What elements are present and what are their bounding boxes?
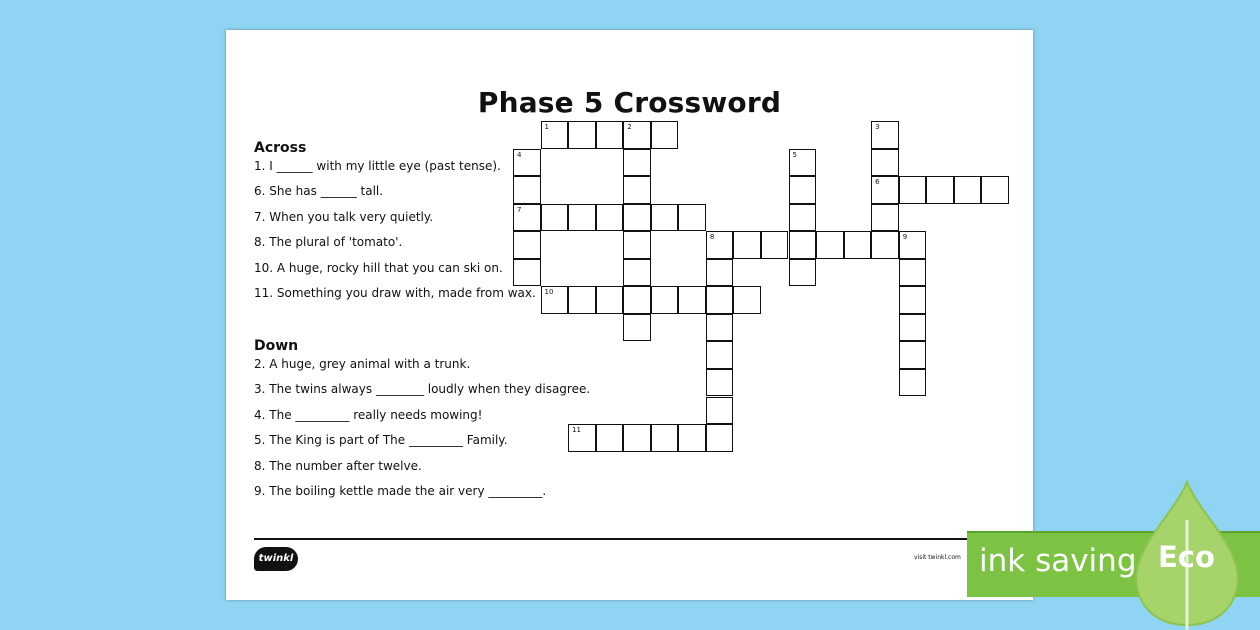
crossword-cell: [513, 149, 541, 177]
down-clue-9: 9. The boiling kettle made the air very _________.: [254, 484, 547, 498]
crossword-cell: [513, 231, 541, 259]
crossword-cell: [871, 121, 899, 149]
crossword-grid: [513, 121, 1013, 461]
clue-number: 5: [792, 150, 797, 159]
clue-number: 10: [544, 288, 554, 297]
crossword-cell: [871, 204, 899, 232]
clue-number: 7: [517, 205, 522, 214]
crossword-cell: [706, 397, 734, 425]
crossword-cell: [706, 231, 734, 259]
crossword-cell: [789, 259, 817, 287]
crossword-cell: [596, 121, 624, 149]
eco-label: Eco: [1158, 540, 1215, 574]
crossword-cell: [623, 286, 651, 314]
crossword-cell: [568, 204, 596, 232]
crossword-cell: [623, 176, 651, 204]
across-clue-10: 10. A huge, rocky hill that you can ski on.: [254, 261, 503, 275]
crossword-cell: [844, 231, 872, 259]
down-clue-5: 5. The King is part of The _________ Family.: [254, 433, 508, 447]
crossword-cell: [871, 231, 899, 259]
clue-number: 11: [572, 426, 582, 435]
crossword-cell: [706, 286, 734, 314]
ink-saving-label: ink saving: [979, 543, 1137, 579]
crossword-cell: [733, 231, 761, 259]
crossword-cell: [789, 204, 817, 232]
crossword-cell: [596, 424, 624, 452]
crossword-cell: [789, 149, 817, 177]
crossword-cell: [789, 231, 817, 259]
down-heading: Down: [254, 338, 299, 354]
across-clue-8: 8. The plural of 'tomato'.: [254, 235, 403, 249]
across-heading: Across: [254, 140, 307, 156]
crossword-cell: [706, 341, 734, 369]
down-clue-3: 3. The twins always ________ loudly when they disagree.: [254, 382, 591, 396]
crossword-cell: [541, 204, 569, 232]
crossword-cell: [651, 286, 679, 314]
clue-number: 6: [875, 178, 880, 187]
crossword-cell: [623, 149, 651, 177]
footer-visit-text: visit twinkl.com: [914, 554, 961, 561]
crossword-cell: [651, 204, 679, 232]
crossword-cell: [623, 231, 651, 259]
crossword-cell: [706, 259, 734, 287]
crossword-cell: [899, 286, 927, 314]
crossword-cell: [899, 231, 927, 259]
clue-number: 3: [875, 123, 880, 131]
crossword-cell: [678, 286, 706, 314]
crossword-cell: [678, 424, 706, 452]
crossword-cell: [568, 121, 596, 149]
crossword-cell: [623, 204, 651, 232]
crossword-cell: [899, 314, 927, 342]
across-clue-6: 6. She has ______ tall.: [254, 184, 384, 198]
crossword-cell: [541, 286, 569, 314]
crossword-cell: [981, 176, 1009, 204]
clue-number: 4: [517, 150, 522, 159]
crossword-cell: [623, 259, 651, 287]
crossword-cell: [651, 424, 679, 452]
crossword-cell: [541, 121, 569, 149]
crossword-cell: [596, 204, 624, 232]
clue-number: 1: [544, 123, 550, 131]
crossword-cell: [513, 204, 541, 232]
footer-divider: [254, 538, 1008, 540]
across-clue-7: 7. When you talk very quietly.: [254, 210, 434, 224]
crossword-cell: [623, 121, 651, 149]
worksheet-page: [226, 30, 1033, 600]
crossword-cell: [761, 231, 789, 259]
twinkl-logo: twinkl: [254, 547, 298, 571]
crossword-cell: [899, 176, 927, 204]
crossword-cell: [568, 286, 596, 314]
crossword-cell: [513, 176, 541, 204]
crossword-cell: [706, 314, 734, 342]
crossword-cell: [899, 341, 927, 369]
crossword-cell: [789, 176, 817, 204]
across-clue-11: 11. Something you draw with, made from wax.: [254, 286, 536, 300]
crossword-cell: [623, 314, 651, 342]
clue-number: 9: [902, 233, 908, 242]
crossword-cell: [596, 286, 624, 314]
crossword-cell: [678, 204, 706, 232]
clue-number: 2: [627, 123, 632, 131]
crossword-cell: [651, 121, 679, 149]
crossword-cell: [926, 176, 954, 204]
crossword-cell: [816, 231, 844, 259]
across-clue-1: 1. I ______ with my little eye (past tense).: [254, 159, 501, 173]
crossword-cell: [706, 369, 734, 397]
down-clue-2: 2. A huge, grey animal with a trunk.: [254, 357, 471, 371]
crossword-cell: [954, 176, 982, 204]
crossword-cell: [706, 424, 734, 452]
crossword-cell: [623, 424, 651, 452]
crossword-cell: [871, 176, 899, 204]
crossword-cell: [733, 286, 761, 314]
crossword-cell: [899, 369, 927, 397]
crossword-cell: [513, 259, 541, 287]
clue-number: 8: [709, 233, 715, 242]
crossword-cell: [899, 259, 927, 287]
crossword-cell: [871, 149, 899, 177]
down-clue-8: 8. The number after twelve.: [254, 459, 422, 473]
down-clue-4: 4. The _________ really needs mowing!: [254, 408, 483, 422]
crossword-cell: [568, 424, 596, 452]
worksheet-title: Phase 5 Crossword: [477, 86, 782, 119]
